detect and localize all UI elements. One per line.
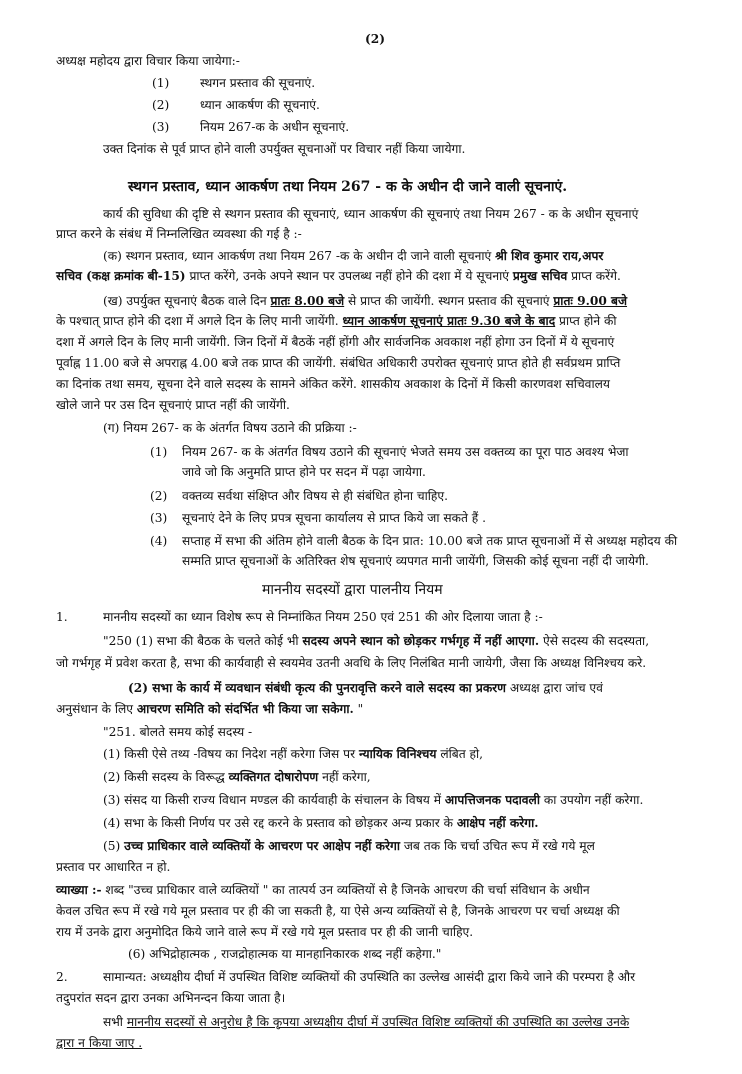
rule-250-1-bold: सदस्य अपने स्थान को छोड़कर गर्भगृह में नहीं आएगा. bbox=[302, 634, 540, 648]
rule-251-item-2-text-1: (2) किसी सदस्य के विरूद्ध bbox=[103, 770, 229, 784]
rule-251-item-1 bbox=[103, 746, 483, 762]
clause-kha-line-6: खोले जाने पर उस दिन सूचनाएं प्राप्त नहीं की जायेंगी. bbox=[56, 398, 290, 412]
intro-item-2-num: (2) bbox=[152, 98, 170, 112]
clause-kha-text-2: से प्राप्त की जायेंगी. स्थगन प्रस्ताव की सूचनाएं bbox=[344, 294, 554, 308]
closing-request: माननीय सदस्यों से अनुरोध है कि कृपया अध्यक्षीय दीर्घा में उपस्थित विशिष्ट व्यक्तियों की उपस्थिति का उल्लेख उनके bbox=[126, 1015, 630, 1029]
clause-ga-item-2-line-1: वक्तव्य सर्वथा संक्षिप्त और विषय से ही संबंधित होना चाहिए. bbox=[182, 489, 448, 503]
clause-ka-officer: श्री शिव कुमार राय,अपर bbox=[495, 249, 604, 263]
para-2-num: 2. bbox=[56, 970, 68, 984]
clause-kha-line-4: पूर्वाह्न 11.00 बजे से अपराह्न 4.00 बजे तक प्राप्त की जायेंगी. संबंधित अधिकारी उपरोक्त सूचनाएं प्राप्त होते ही सर्वप्रथम प्राप्ति bbox=[56, 356, 621, 370]
rule-251-item-5-num: (5) bbox=[103, 839, 125, 853]
rule-251-item-5-bold: उच्च प्राधिकार वाले व्यक्तियों के आचरण पर आक्षेप नहीं करेगा bbox=[124, 839, 401, 853]
rule-250-1-text-1: "250 (1) सभा की बैठक के चलते कोई भी bbox=[103, 634, 303, 648]
para-1-num: 1. bbox=[56, 610, 68, 624]
rule-250-2-quote: " bbox=[353, 702, 364, 716]
rule-251-item-3-text-1: (3) संसद या किसी राज्य विधान मण्डल की कार्यवाही के संचालन के विषय में bbox=[103, 793, 445, 807]
clause-ga-lead: (ग) नियम 267- क के अंतर्गत विषय उठाने की प्रक्रिया :- bbox=[103, 421, 357, 435]
rule-250-1-text-2: ऐसे सदस्य की सदस्यता, bbox=[539, 634, 650, 648]
rule-251-item-5 bbox=[103, 838, 595, 854]
clause-kha-time-9: प्रातः 9.00 बजे bbox=[553, 294, 628, 308]
rule-251-item-6: (6) अभिद्रोहात्मक , राजद्रोहात्मक या मानहानिकारक शब्द नहीं कहेगा." bbox=[128, 947, 442, 961]
clause-kha-time-930: ध्यान आकर्षण सूचनाएं प्रातः 9.30 बजे के बाद bbox=[342, 314, 556, 328]
rule-251-item-5-line-2: प्रस्ताव पर आधारित न हो. bbox=[56, 860, 171, 874]
clause-ka-line-1 bbox=[103, 248, 603, 264]
section1-intro-line-1: कार्य की सुविधा की दृष्टि से स्थगन प्रस्ताव की सूचनाएं, ध्यान आकर्षण की सूचनाएं तथा नियम 267 - क के अधीन सूचनाएं bbox=[103, 207, 639, 221]
clause-ka-text-1: (क) स्थगन प्रस्ताव, ध्यान आकर्षण तथा नियम 267 -क के अधीन दी जाने वाली सूचनाएं bbox=[103, 249, 496, 263]
intro-item-2-text: ध्यान आकर्षण की सूचनाएं. bbox=[200, 98, 320, 112]
rule-250-2-text-1: अध्यक्ष द्वारा जांच एवं bbox=[505, 681, 603, 695]
intro-item-3-num: (3) bbox=[152, 120, 170, 134]
rule-250-2-line-2 bbox=[56, 701, 363, 717]
rule-251-item-3 bbox=[103, 792, 643, 808]
clause-ga-item-1-line-2: जावे जो कि अनुमति प्राप्त होने पर सदन में पढ़ा जायेगा. bbox=[182, 465, 426, 479]
para-2-line-1: सामान्यत: अध्यक्षीय दीर्घा में उपस्थित विशिष्ट व्यक्तियों की उपस्थिति का उल्लेख आसंदी द्वारा किये जाने की परम्परा है और bbox=[103, 970, 636, 984]
rule-251-item-4-text-1: (4) सभा के किसी निर्णय पर उसे रद्द करने के प्रस्ताव को छोड़कर अन्य प्रकार के bbox=[103, 816, 457, 830]
intro-item-1-num: (1) bbox=[152, 76, 170, 90]
clause-ga-item-3-line-1: सूचनाएं देने के लिए प्रपत्र सूचना कार्यालय से प्राप्त किये जा सकते हैं . bbox=[182, 511, 487, 525]
vyakhya-line-3: राय में उनके द्वारा अनुमोदित किये जाने वाले रूप में रखे गये मूल प्रस्ताव पर ही की जानी चाहिए. bbox=[56, 925, 474, 939]
clause-ka-line-2 bbox=[56, 268, 621, 284]
intro-item-1-text: स्थगन प्रस्ताव की सूचनाएं. bbox=[200, 76, 316, 90]
rule-251-item-2 bbox=[103, 769, 371, 785]
rule-251-item-2-text-2: नहीं करेगा, bbox=[318, 770, 371, 784]
rule-250-1-line-2: जो गर्भगृह में प्रवेश करता है, सभा की कार्यवाही से स्वयमेव उतनी अवधि के लिए निलंबित मानी जायेगी, जैसा कि अध्यक्ष विनिश्चय करे. bbox=[56, 656, 647, 670]
intro-item-3-text: नियम 267-क के अधीन सूचनाएं. bbox=[200, 120, 350, 134]
clause-ka-text-2: प्राप्त करेंगे, उनके अपने स्थान पर उपलब्ध नहीं होने की दशा में ये सूचनाएं bbox=[185, 269, 513, 283]
clause-kha-text-3: के पश्चात् प्राप्त होने की दशा में अगले दिन के लिए मानी जायेंगी. bbox=[56, 314, 343, 328]
rule-251-item-1-bold: न्यायिक विनिश्चय bbox=[358, 747, 437, 761]
para-1-text: माननीय सदस्यों का ध्यान विशेष रूप से निम्नांकित नियम 250 एवं 251 की ओर दिलाया जाता है :- bbox=[103, 610, 543, 624]
clause-ga-item-2-num: (2) bbox=[150, 489, 168, 503]
rule-251-item-3-bold: आपत्तिजनक पदावली bbox=[444, 793, 540, 807]
rule-251-item-4-bold: आक्षेप नहीं करेगा. bbox=[456, 816, 539, 830]
section2-heading: माननीय सदस्यों द्वारा पालनीय नियम bbox=[262, 582, 443, 598]
rule-251-item-5-text: जब तक कि चर्चा उचित रूप में रखे गये मूल bbox=[400, 839, 595, 853]
closing-line-2: द्वारा न किया जाए . bbox=[56, 1036, 143, 1050]
page-number: (2) bbox=[365, 32, 386, 46]
rule-251-item-2-bold: व्यक्तिगत दोषारोपण bbox=[228, 770, 319, 784]
clause-ga-item-3-num: (3) bbox=[150, 511, 168, 525]
vyakhya-line-1 bbox=[56, 882, 590, 898]
rule-251-item-3-text-2: का उपयोग नहीं करेगा. bbox=[539, 793, 644, 807]
section1-heading: स्थगन प्रस्ताव, ध्यान आकर्षण तथा नियम 267 - क के अधीन दी जाने वाली सूचनाएं. bbox=[128, 179, 568, 195]
closing-text-1: सभी bbox=[103, 1015, 127, 1029]
rule-251-item-4 bbox=[103, 815, 538, 831]
vyakhya-text-1: शब्द "उच्च प्राधिकार वाले व्यक्तियों " का तात्पर्य उन व्यक्तियों से है जिनके आचरण की चर्चा संविधान के अधीन bbox=[101, 883, 590, 897]
clause-ka-text-3: प्राप्त करेंगे. bbox=[567, 269, 621, 283]
rule-250-2-text-2: अनुसंधान के लिए bbox=[56, 702, 137, 716]
clause-kha-line-3: दशा में अगले दिन के लिए मानी जायेंगी. जिन दिनों में बैठकें नहीं होंगी और सार्वजनिक अवकाश नहीं होगा उन दिनों में ये सूचनाएं bbox=[56, 335, 615, 349]
vyakhya-line-2: केवल उचित रूप में रखे गये मूल प्रस्ताव पर ही की जा सकती है, या ऐसे अन्य व्यक्तियों से है, जिनके आचरण पर चर्चा अध्यक्ष की bbox=[56, 904, 620, 918]
rule-250-2-committee: आचरण समिति को संदर्भित भी किया जा सकेगा. bbox=[136, 702, 354, 716]
rule-250-1-line-1 bbox=[103, 633, 649, 649]
clause-kha-text-4: प्राप्त होने की bbox=[555, 314, 617, 328]
para-2-line-2: तदुपरांत सदन द्वारा उनका अभिनन्दन किया जाता है। bbox=[56, 991, 286, 1005]
clause-ka-principal-secretary: प्रमुख सचिव bbox=[512, 269, 568, 283]
intro-lead: अध्यक्ष महोदय द्वारा विचार किया जायेगा:- bbox=[56, 54, 240, 68]
rule-250-2-bold: (2) सभा के कार्य में व्यवधान संबंधी कृत्य की पुनरावृत्ति करने वाले सदस्य का प्रकरण bbox=[128, 681, 506, 695]
clause-kha-time-8: प्रातः 8.00 बजे bbox=[270, 294, 345, 308]
section1-intro-line-2: प्राप्त करने के संबंध में निम्नलिखित व्यवस्था की गई है :- bbox=[56, 227, 302, 241]
intro-closing: उक्त दिनांक से पूर्व प्राप्त होने वाली उपर्युक्त सूचनाओं पर विचार नहीं किया जायेगा. bbox=[103, 142, 466, 156]
rule-251-lead: "251. बोलते समय कोई सदस्य - bbox=[103, 725, 253, 739]
clause-ga-item-4-line-1: सप्ताह में सभा की अंतिम होने वाली बैठक के दिन प्रात: 10.00 बजे तक प्राप्त सूचनाओं में से अध्यक्ष महोदय की bbox=[182, 534, 678, 548]
vyakhya-label: व्याख्या :- bbox=[56, 883, 102, 897]
clause-ga-item-1-num: (1) bbox=[150, 445, 168, 459]
clause-ga-item-1-line-1: नियम 267- क के अंतर्गत विषय उठाने की सूचनाएं भेजते समय उस वक्तव्य का पूरा पाठ अवश्य भेजा bbox=[182, 445, 629, 459]
clause-ga-item-4-num: (4) bbox=[150, 534, 168, 548]
clause-ka-room: सचिव (कक्ष क्रमांक बी-15) bbox=[56, 269, 186, 283]
rule-251-item-1-text-1: (1) किसी ऐसे तथ्य -विषय का निदेश नहीं करेगा जिस पर bbox=[103, 747, 359, 761]
clause-kha-line-5: का दिनांक तथा समय, सूचना देने वाले सदस्य के सामने अंकित करेंगे. शासकीय अवकाश के दिनों में किसी कारणवश सचिवालय bbox=[56, 377, 610, 391]
clause-ga-item-4-line-2: सम्मति प्राप्त सूचनाओं के अतिरिक्त शेष सूचनाएं व्यपगत मानी जायेंगी, जिसकी कोई सूचना नहीं दी जायेगी. bbox=[182, 554, 649, 568]
rule-251-item-1-text-2: लंबित हो, bbox=[436, 747, 484, 761]
closing-line-1 bbox=[103, 1014, 629, 1030]
rule-250-2-line-1 bbox=[128, 680, 603, 696]
clause-kha-line-1 bbox=[103, 293, 627, 309]
clause-kha-line-2 bbox=[56, 313, 617, 329]
clause-kha-text-1: (ख) उपर्युक्त सूचनाएं बैठक वाले दिन bbox=[103, 294, 271, 308]
